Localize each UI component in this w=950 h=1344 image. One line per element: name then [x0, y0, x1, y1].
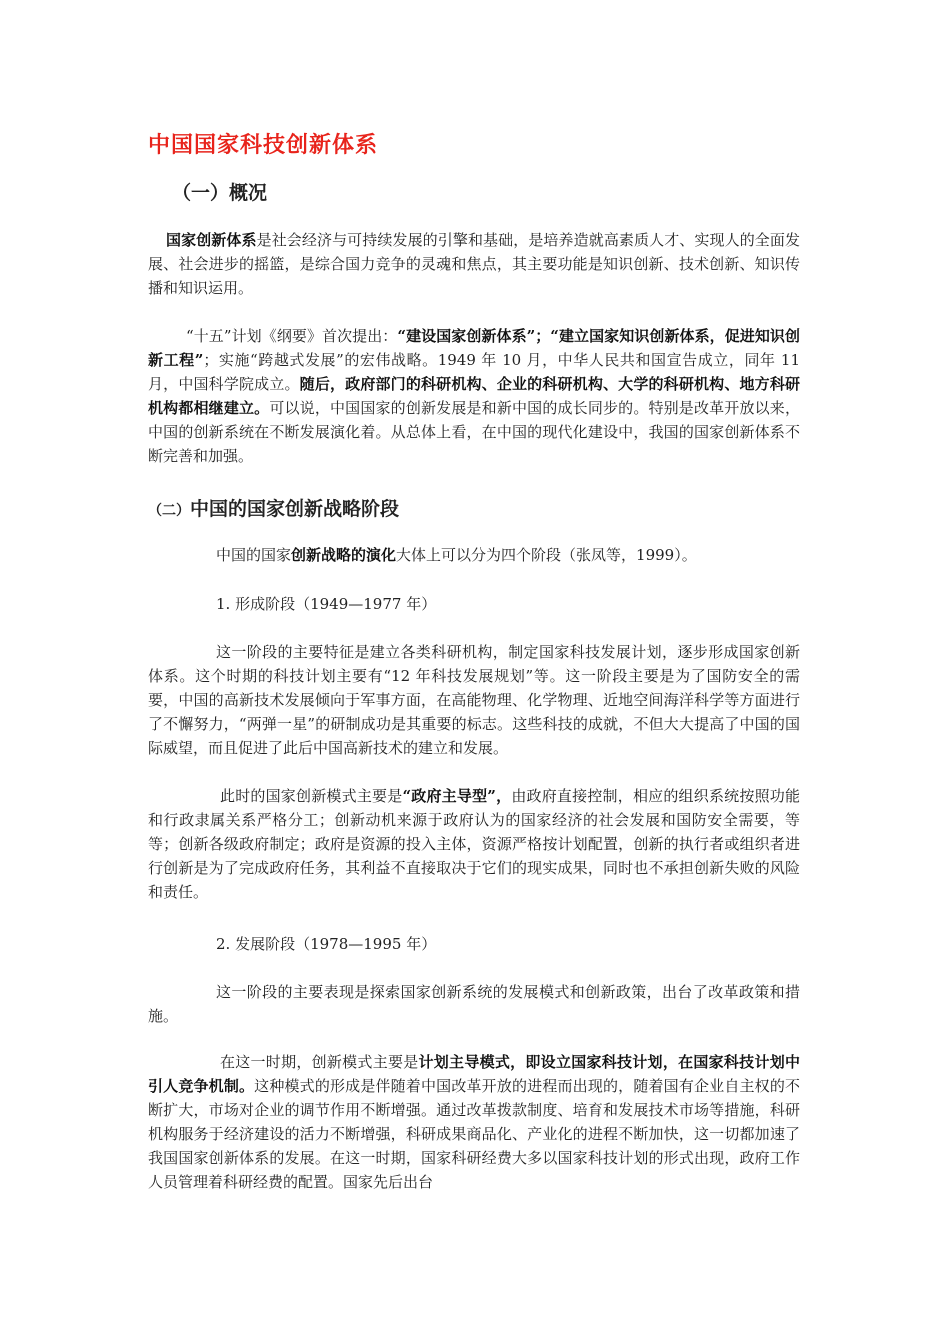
paragraph-text: “十五”计划《纲要》首次提出：	[186, 327, 398, 345]
section-number: （二）	[148, 503, 190, 519]
paragraph-development: 这一阶段的主要表现是探索国家创新系统的发展模式和创新政策，出台了改革政策和措施。	[148, 983, 800, 1025]
paragraph-text: 这种模式的形成是伴随着中国改革开放的进程而出现的，随着国有企业自主权的不断扩大，市场对企业的调节作用不断增强。通过改革拨款制度、培育和发展技术市场等措施，科研机构服务于经济建设的活力不断增强，科研成果商品化、产业化的进程不断加快，这一切都加速了我国国家创新体系的发展。在这一时期，国家科研经费大多以国家科技计划的形式出现，政府工作人员管理着科研经费的配置。国家先后出台	[148, 1077, 800, 1191]
paragraph-text: 在这一时期，创新模式主要是	[220, 1053, 419, 1071]
stage-heading-formation: 1. 形成阶段（1949—1977 年）	[216, 595, 437, 613]
stage-heading-development: 2. 发展阶段（1978—1995 年）	[216, 935, 437, 953]
section-heading-strategy	[148, 494, 399, 521]
paragraph-text: 此时的国家创新模式主要是	[220, 787, 403, 805]
bold-text: “建设国家创新体系”；“建立国家知识创新体系，促进知识创新工程”	[148, 327, 801, 369]
paragraph-formation: 这一阶段的主要特征是建立各类科研机构，制定国家科技发展计划，逐步形成国家创新体系。这个时期的科技计划主要有“12 年科技发展规划”等。这一阶段主要是为了国防安全的需要，中国的高新技术发展倾向于军事方面，在高能物理、化学物理、近地空间海洋科学等方面进行了不懈努力，“两弹一星”的研制成功是其重要的标志。这些科技的成就，不但大大提高了中国的国际威望，而且促进了此后中国高新技术的建立和发展。	[148, 643, 800, 757]
bold-term: 国家创新体系	[166, 231, 257, 249]
bold-text: “政府主导型”，	[402, 787, 512, 805]
bold-text: 计划主导模式，即设立国家科技计划，在国家科技计划中引人竞争机制。	[148, 1053, 800, 1095]
section-title: 中国的国家创新战略阶段	[190, 498, 400, 520]
bold-text: 创新战略的演化	[291, 546, 397, 564]
paragraph-overview	[148, 228, 800, 300]
paragraph-text: ；实施“跨越式发展”的宏伟战略。1949 年 10 月，中华人民共和国宣告成立，同年 11 月，中国科学院成立。	[148, 351, 800, 393]
document-title: 中国国家科技创新体系	[148, 133, 379, 158]
bold-text: 随后，政府部门的科研机构、企业的科研机构、大学的科研机构、地方科研机构都相继建立。	[148, 375, 800, 417]
paragraph-text: 可以说，中国国家的创新发展是和新中国的成长同步的。特别是改革开放以来，中国的创新系统在不断发展演化着。从总体上看，在中国的现代化建设中，我国的国家创新体系不断完善和加强。	[148, 399, 800, 465]
paragraph-text: 大体上可以分为四个阶段（张凤等，1999）。	[396, 546, 697, 564]
paragraph-text: 中国的国家	[216, 546, 292, 564]
paragraph-fifteenth-plan	[148, 324, 800, 468]
section-heading-overview: （一）概况	[172, 182, 268, 204]
paragraph-plan-led	[148, 1050, 800, 1194]
paragraph-text: 是社会经济与可持续发展的引擎和基础，是培养造就高素质人才、实现人的全面发展、社会进步的摇篮，是综合国力竞争的灵魂和焦点，其主要功能是知识创新、技术创新、知识传播和知识运用。	[148, 231, 800, 297]
paragraph-government-led	[148, 784, 800, 904]
paragraph-text: 由政府直接控制，相应的组织系统按照功能和行政隶属关系严格分工；创新动机来源于政府认为的国家经济的社会发展和国防安全需要，等等；创新各级政府制定；政府是资源的投入主体，资源严格按计划配置，创新的执行者或组织者进行创新是为了完成政府任务，其利益不直接取决于它们的现实成果，同时也不承担创新失败的风险和责任。	[148, 787, 800, 901]
paragraph-stages-intro	[148, 543, 800, 567]
